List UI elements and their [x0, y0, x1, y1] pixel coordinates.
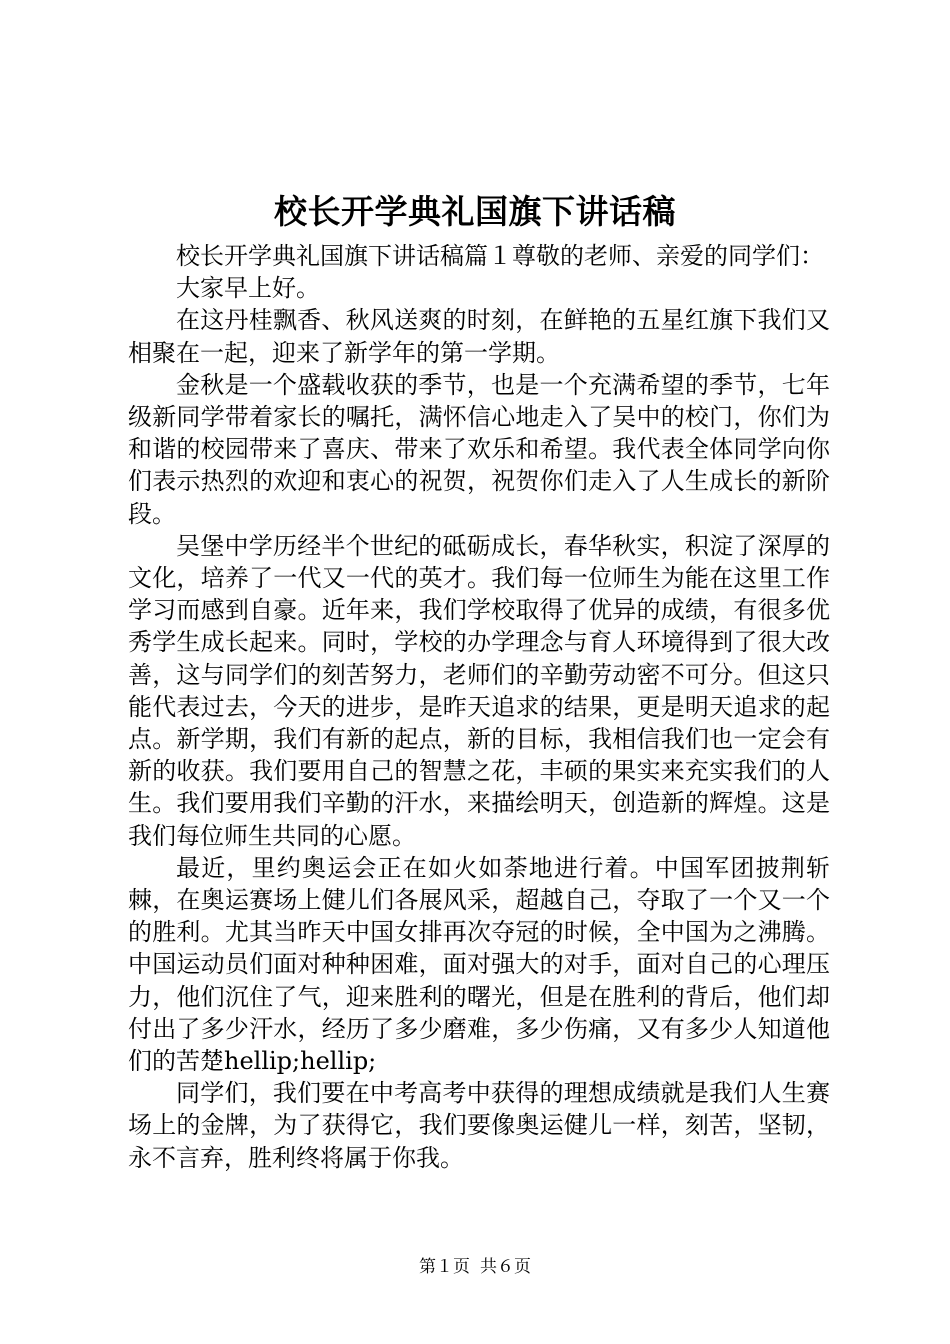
- paragraph-olympics: 最近，里约奥运会正在如火如荼地进行着。中国军团披荆斩棘，在奥运赛场上健儿们各展风采，超越自己，夺取了一个又一个的胜利。尤其当昨天中国女排再次夺冠的时候，全中国为之沸腾。中国运动员们面对种种困难，面对强大的对手，面对自己的心理压力，他们沉住了气，迎来胜利的曙光，但是在胜利的背后，他们却付出了多少汗水，经历了多少磨难，多少伤痛，又有多少人知道他们的苦楚hellip;hellip;: [128, 853, 830, 1076]
- page-footer: [0, 1252, 950, 1277]
- paragraph-greeting-heading: 校长开学典礼国旗下讲话稿篇１尊敬的老师、亲爱的同学们：: [176, 242, 824, 270]
- page-number: 第１页: [419, 1257, 470, 1277]
- paragraph-good-morning: 大家早上好。: [176, 274, 320, 303]
- paragraph-opening: 在这丹桂飘香、秋风送爽的时刻，在鲜艳的五星红旗下我们又相聚在一起，迎来了新学年的第一学期。: [128, 306, 830, 367]
- document-title: 校长开学典礼国旗下讲话稿: [274, 192, 676, 231]
- paragraph-encouragement: 同学们，我们要在中考高考中获得的理想成绩就是我们人生赛场上的金牌，为了获得它，我们要像奥运健儿一样，刻苦，坚韧，永不言弃，胜利终将属于你我。: [128, 1079, 830, 1172]
- paragraph-school-history: 吴堡中学历经半个世纪的砥砺成长，春华秋实，积淀了深厚的文化，培养了一代又一代的英才。我们每一位师生为能在这里工作学习而感到自豪。近年来，我们学校取得了优异的成绩，有很多优秀学生成长起来。同时，学校的办学理念与育人环境得到了很大改善，这与同学们的刻苦努力，老师们的辛勤劳动密不可分。但这只能代表过去，今天的进步，是昨天追求的结果，更是明天追求的起点。新学期，我们有新的起点，新的目标，我相信我们也一定会有新的收获。我们要用自己的智慧之花，丰硕的果实来充实我们的人生。我们要用我们辛勤的汗水，来描绘明天，创造新的辉煌。这是我们每位师生共同的心愿。: [128, 531, 830, 850]
- paragraph-welcome: 金秋是一个盛载收获的季节，也是一个充满希望的季节，七年级新同学带着家长的嘱托，满怀信心地走入了吴中的校门，你们为和谐的校园带来了喜庆、带来了欢乐和希望。我代表全体同学向你们表示热烈的欢迎和衷心的祝贺，祝贺你们走入了人生成长的新阶段。: [128, 370, 830, 528]
- page-total: 共６页: [480, 1257, 531, 1277]
- document-body: [128, 240, 830, 1174]
